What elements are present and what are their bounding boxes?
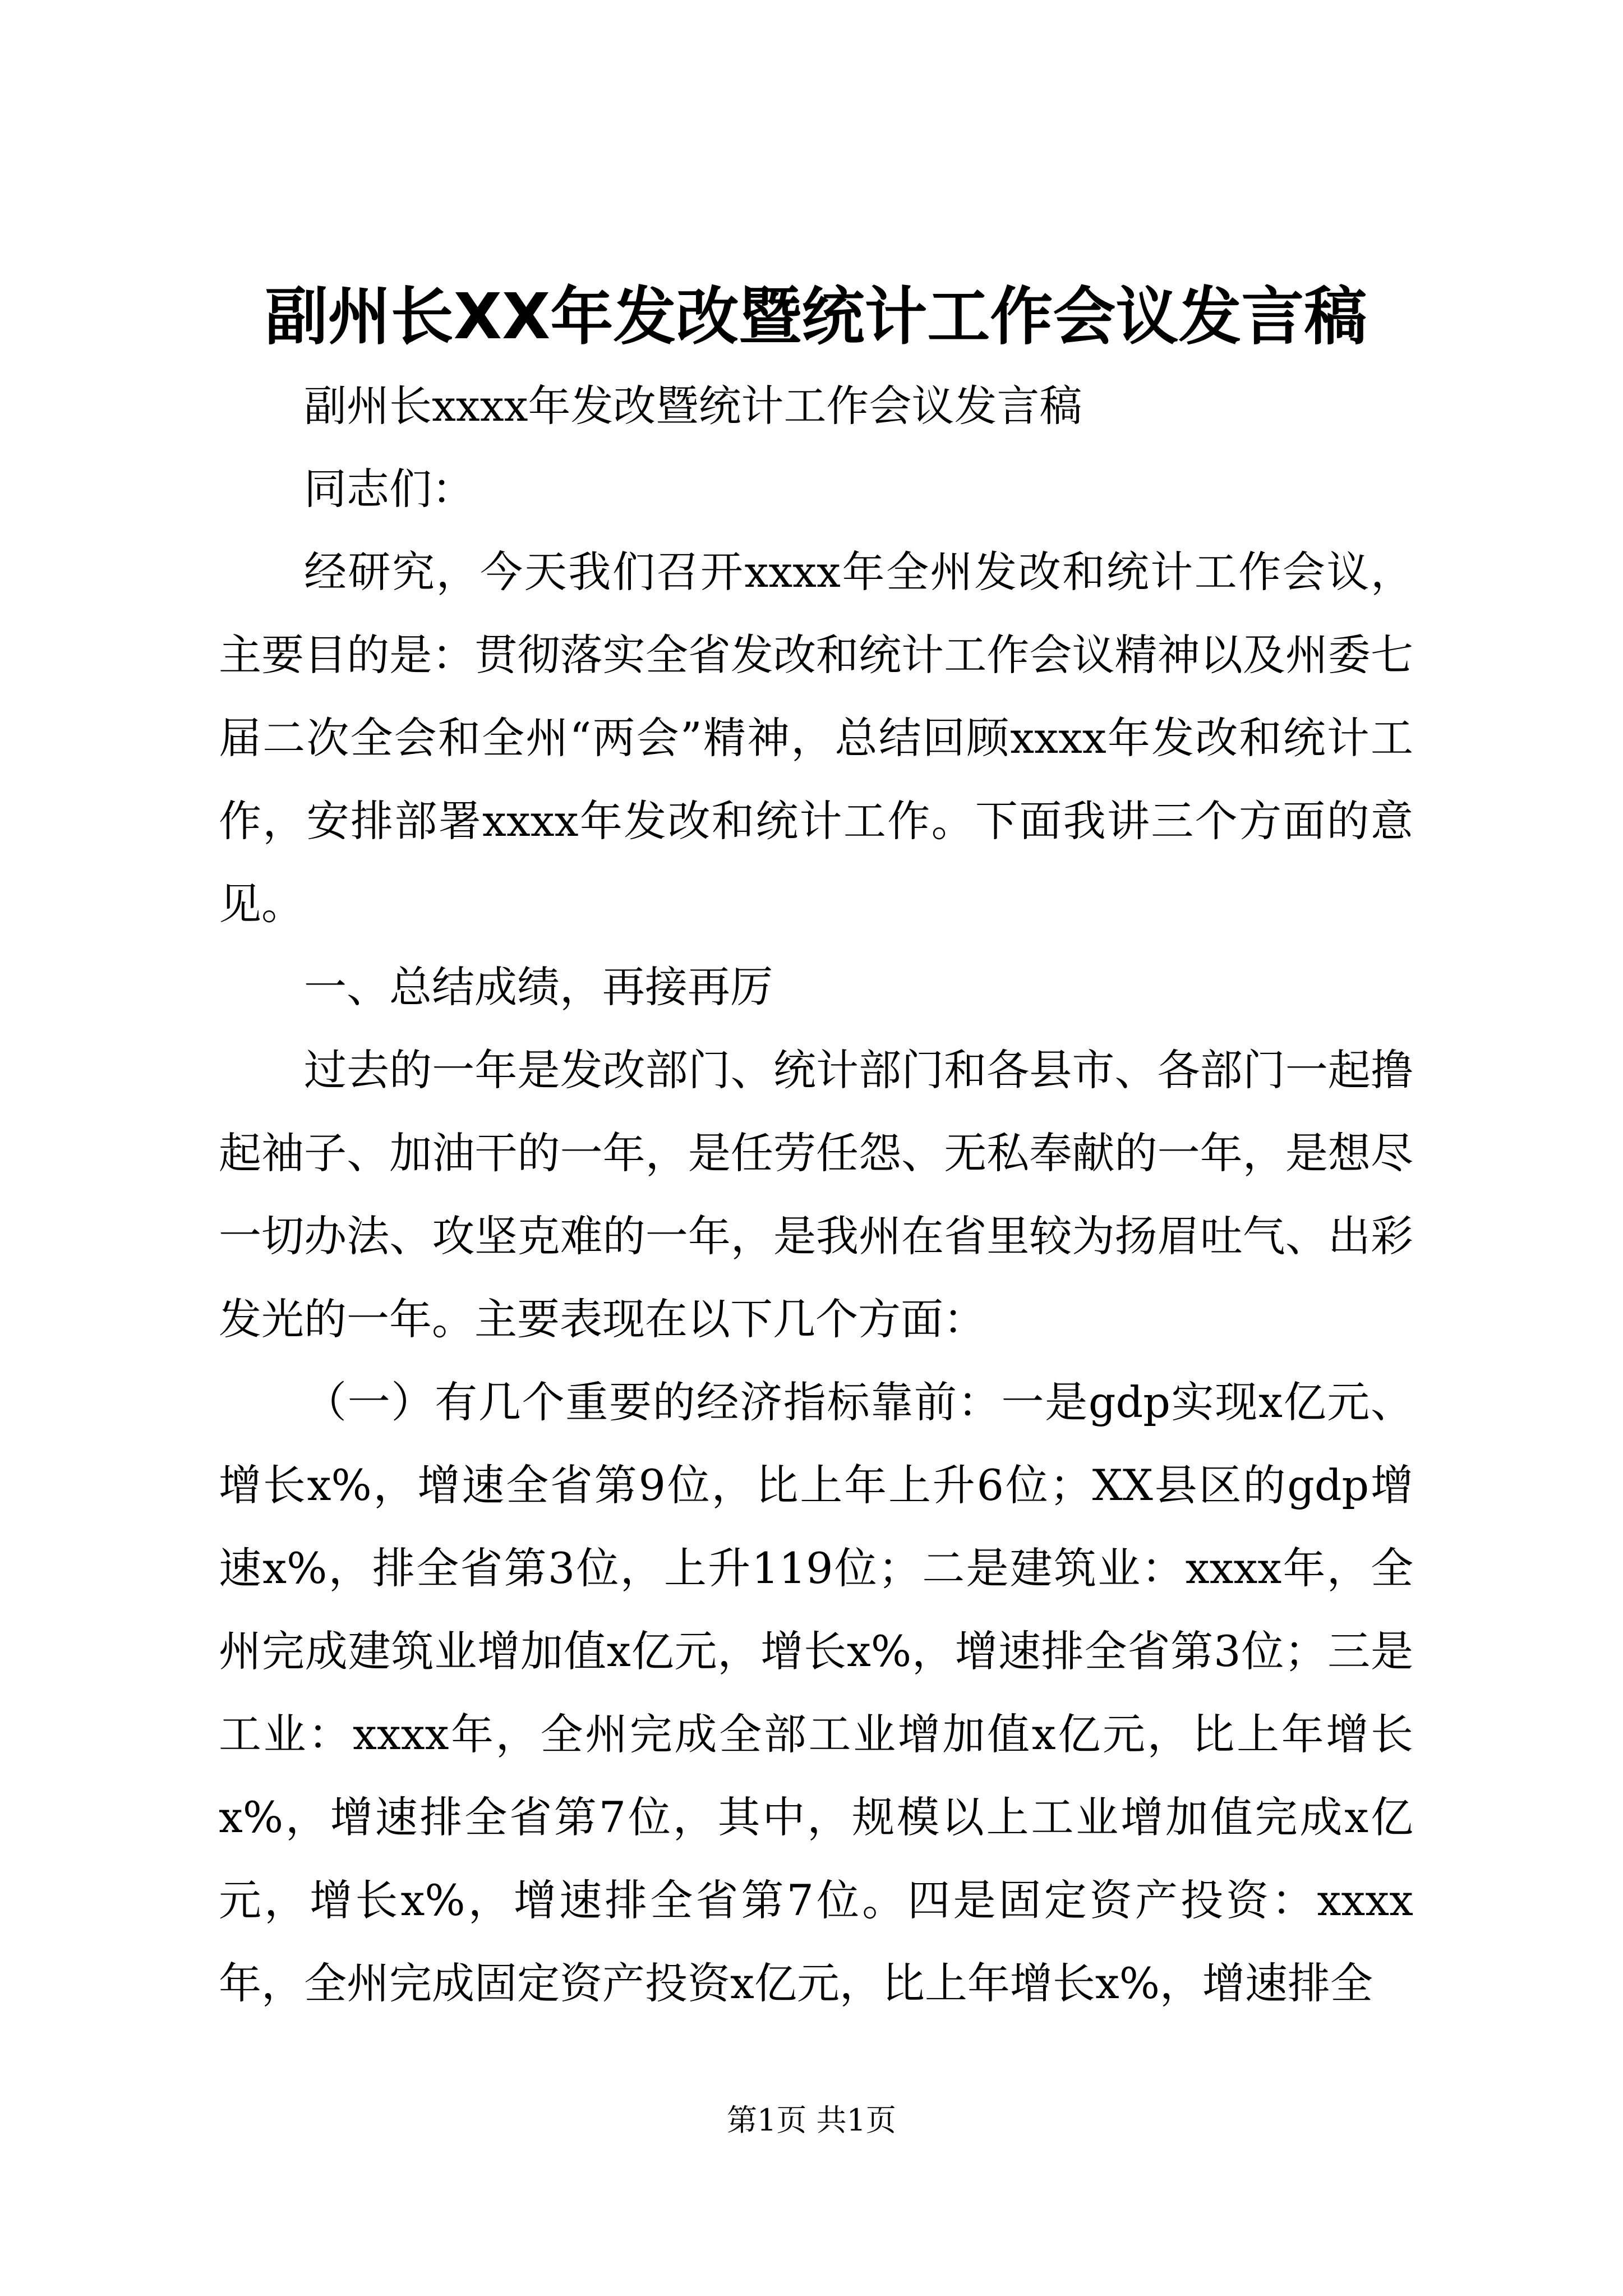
body-paragraph: 过去的一年是发改部门、统计部门和各县市、各部门一起撸起袖子、加油干的一年，是任劳任怨、无私奉献的一年，是想尽一切办法、攻坚克难的一年，是我州在省里较为扬眉吐气、出彩发光的一年。主要表现在以下几个方面： <box>219 1045 1413 1344</box>
document-body <box>219 275 1413 2025</box>
salutation-paragraph: 同志们： <box>304 464 474 514</box>
section-heading: 一、总结成绩，再接再厉 <box>304 962 773 1012</box>
page-footer: 第1页 共1页 <box>727 2102 896 2138</box>
subtitle-paragraph: 副州长xxxx年发改暨统计工作会议发言稿 <box>304 381 1082 431</box>
document-title: 副州长XX年发改暨统计工作会议发言稿 <box>265 280 1367 353</box>
body-paragraph: （一）有几个重要的经济指标靠前：一是gdp实现x亿元、增长x%，增速全省第9位，比上年上升6位；XX县区的gdp增速x%，排全省第3位，上升119位；二是建筑业：xxxx年，全州完成建筑业增加值x亿元，增长x%，增速排全省第3位；三是工业：xxxx年，全州完成全部工业增加值x亿元，比上年增长x%，增速排全省第7位，其中，规模以上工业增加值完成x亿元，增长x%，增速排全省第7位。四是固定资产投资：xxxx年，全州完成固定资产投资x亿元，比上年增长x%，增速排全 <box>219 1377 1413 2008</box>
body-paragraph: 经研究，今天我们召开xxxx年全州发改和统计工作会议，主要目的是：贯彻落实全省发改和统计工作会议精神以及州委七届二次全会和全州“两会”精神，总结回顾xxxx年发改和统计工作，安排部署xxxx年发改和统计工作。下面我讲三个方面的意见。 <box>219 547 1413 929</box>
